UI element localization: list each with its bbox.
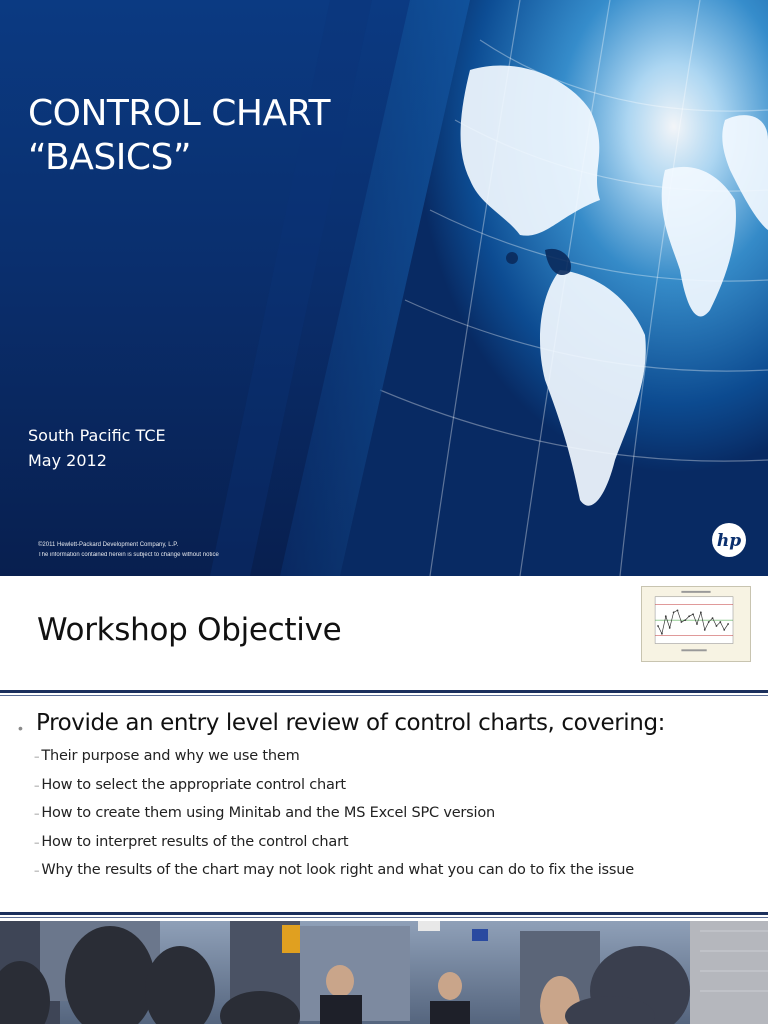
sub-bullet-5 — [34, 862, 634, 891]
disclaimer-line: The information contained herein is subject to change without notice — [38, 552, 219, 558]
dash-marker: – — [34, 864, 40, 877]
header-divider-thin — [0, 695, 768, 696]
dash-marker: – — [34, 750, 40, 763]
content-slide — [0, 576, 768, 1024]
sub-bullet-list — [34, 748, 634, 891]
footer-divider — [0, 912, 768, 915]
city-street-photo — [0, 921, 768, 1024]
slide-title — [28, 92, 330, 180]
slide-heading: Workshop Objective — [37, 612, 342, 648]
subtitle-date: May 2012 — [28, 451, 107, 470]
hp-logo-icon — [711, 522, 747, 558]
sub-bullet-4 — [34, 834, 634, 863]
slide-title-line1: CONTROL CHART — [28, 93, 330, 134]
bullet-marker: • — [18, 720, 23, 736]
dash-marker: – — [34, 835, 40, 849]
sub-bullet-1 — [34, 748, 634, 777]
main-bullet: Provide an entry level review of control charts, covering: — [36, 710, 665, 736]
footer-divider-thin — [0, 917, 768, 918]
slide-title-line2: “BASICS” — [28, 137, 191, 178]
sub-bullet-text: Their purpose and why we use them — [41, 748, 300, 764]
subtitle-org: South Pacific TCE — [28, 426, 166, 445]
control-chart-thumbnail — [641, 586, 751, 662]
sub-bullet-text: How to interpret results of the control chart — [41, 833, 349, 850]
hp-logo-text: hp — [716, 531, 742, 551]
sub-bullet-2 — [34, 777, 634, 806]
sub-bullet-text: How to select the appropriate control chart — [41, 776, 346, 793]
sub-bullet-text: Why the results of the chart may not look right and what you can do to fix the issue — [41, 862, 634, 878]
copyright-line: ©2011 Hewlett-Packard Development Company, L.P. — [38, 542, 179, 548]
header-divider — [0, 690, 768, 693]
dash-marker: – — [34, 778, 40, 792]
sub-bullet-3 — [34, 805, 634, 834]
sub-bullet-text: How to create them using Minitab and the MS Excel SPC version — [41, 805, 496, 821]
dash-marker: – — [34, 807, 40, 820]
